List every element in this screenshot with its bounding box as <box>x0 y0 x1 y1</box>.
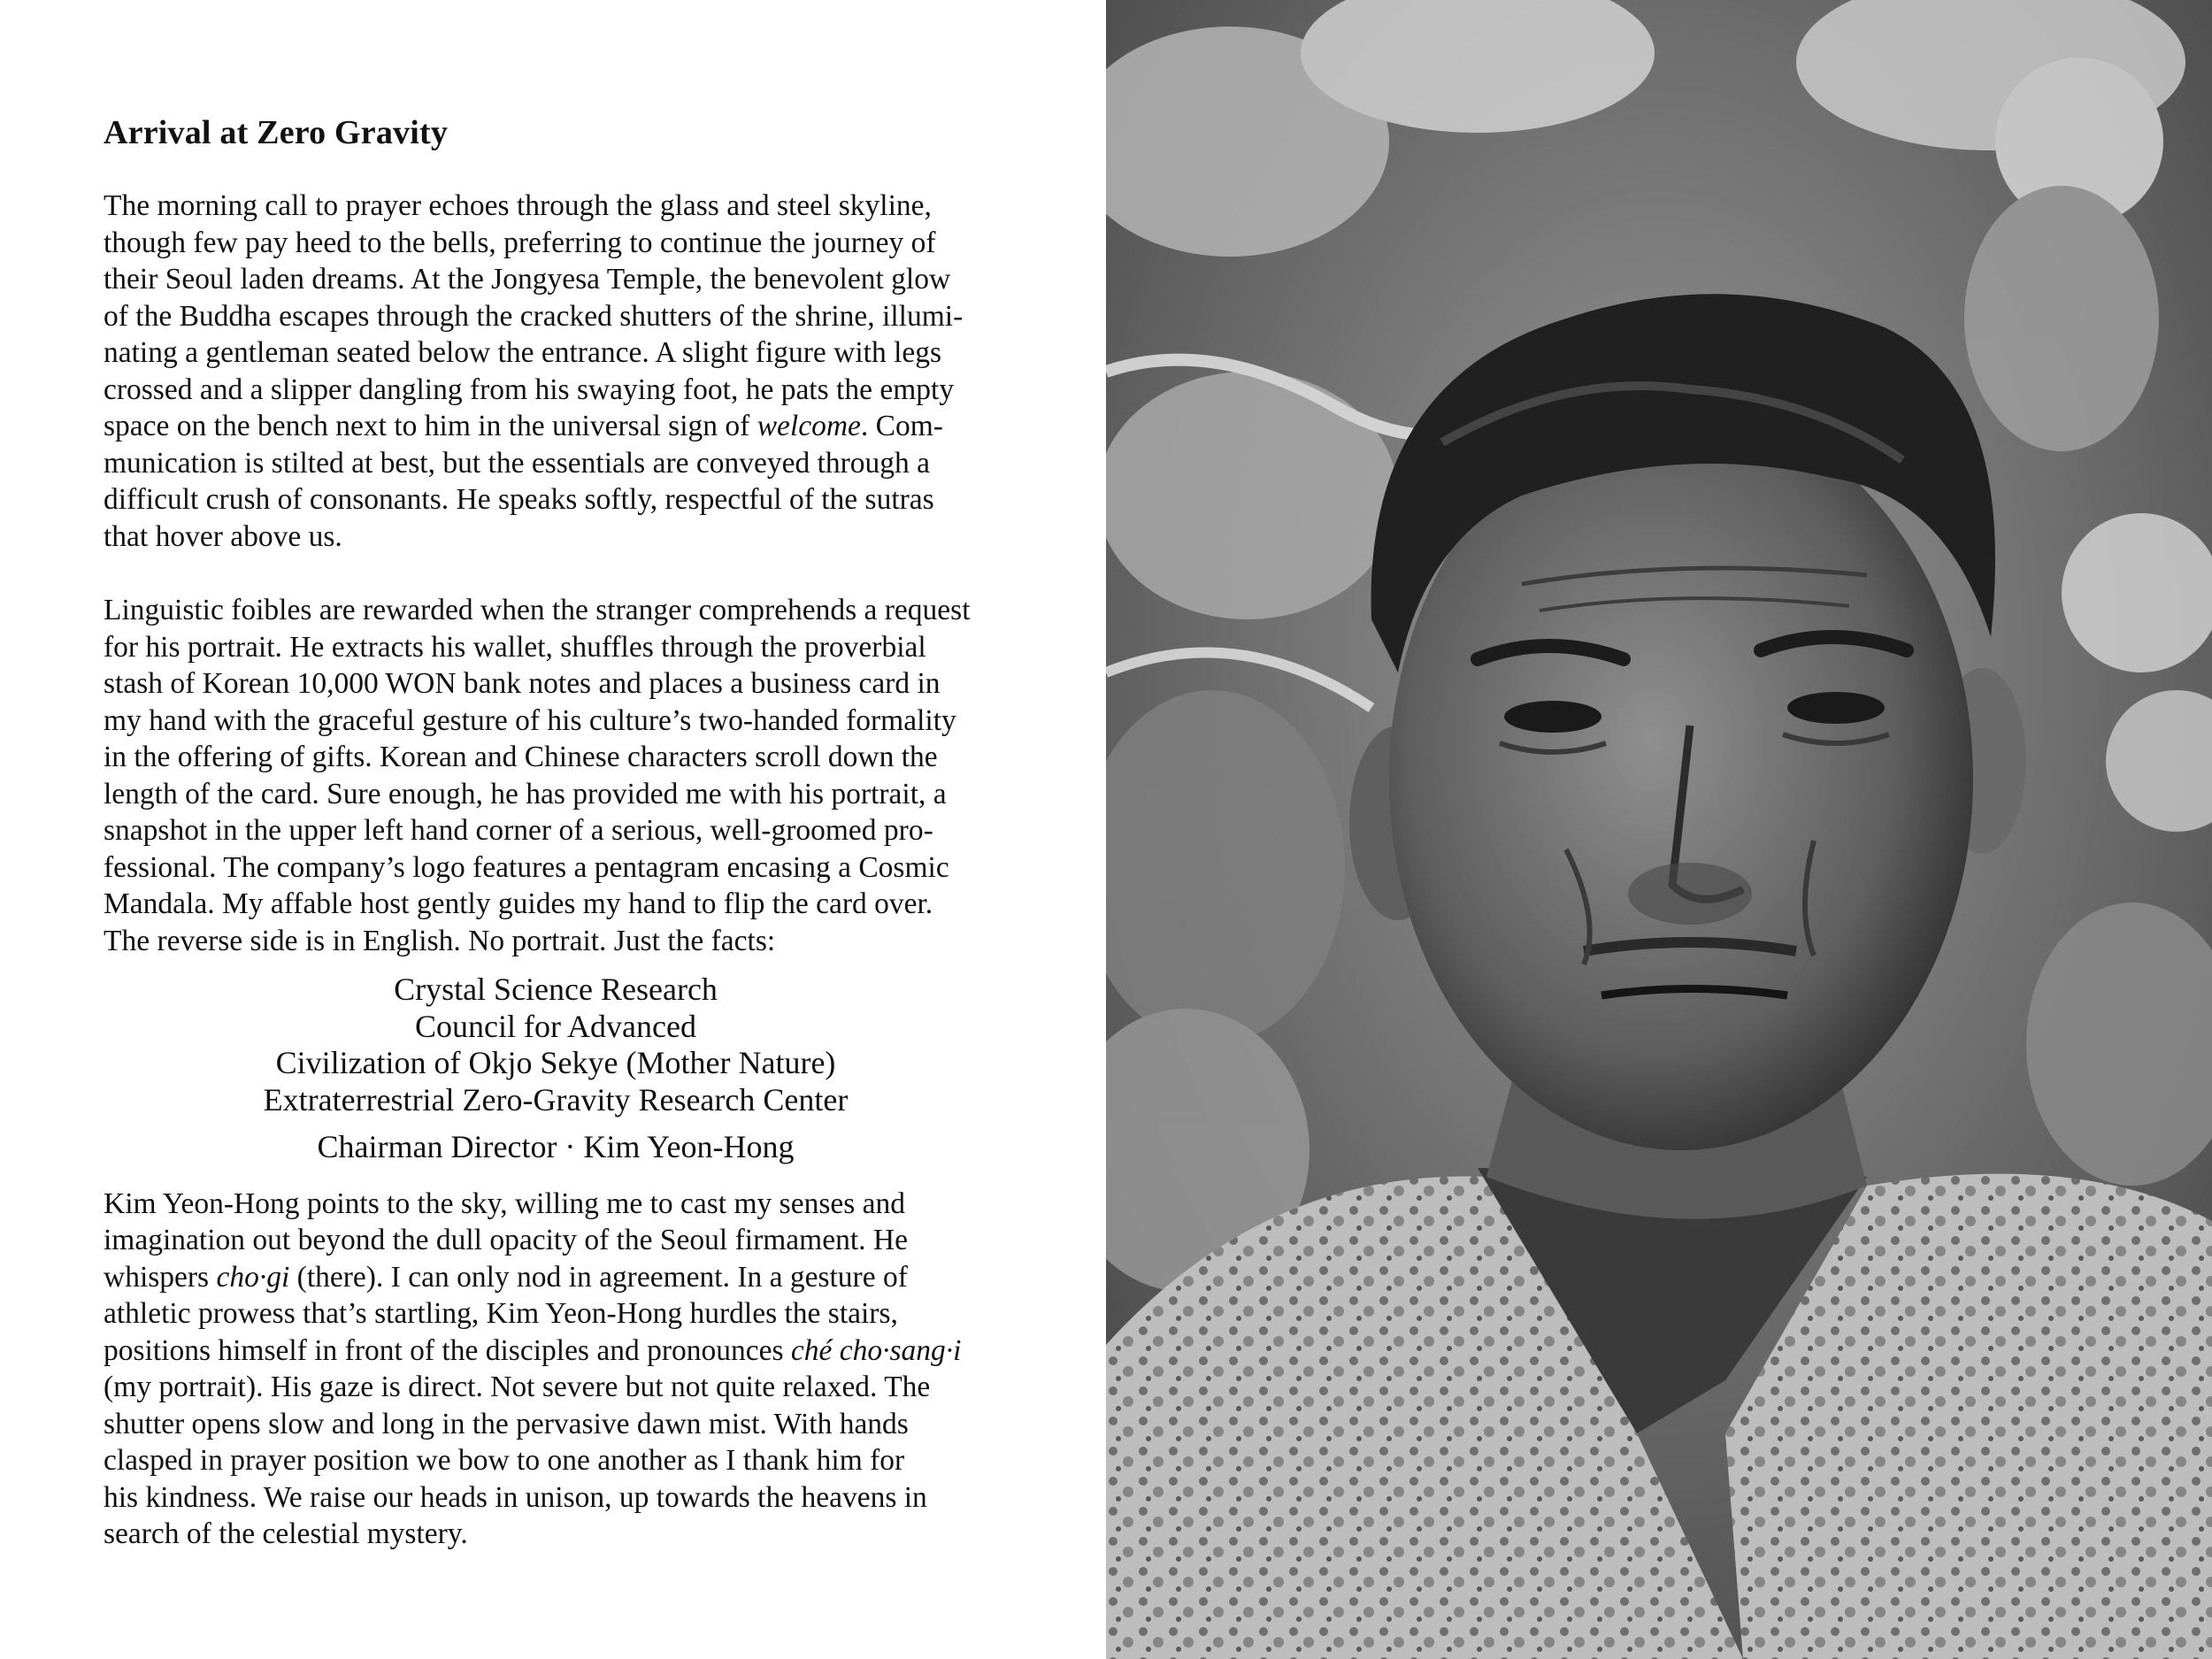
text-line: athletic prowess that’s startling, Kim Yeon-Hong hurdles the stairs, <box>104 1297 898 1330</box>
text-line: difficult crush of consonants. He speaks softly, respectful of the sutras <box>104 483 934 516</box>
paragraph-1 <box>104 188 1008 555</box>
text-line: The morning call to prayer echoes through the glass and steel skyline, <box>104 189 932 222</box>
portrait-photo-icon <box>1106 0 2212 1659</box>
text-line <box>104 1333 1008 1370</box>
italic-word: cho·gi <box>216 1260 290 1294</box>
card-line: Council for Advanced <box>415 1008 696 1044</box>
text-line: stash of Korean 10,000 WON bank notes and places a business card in <box>104 667 941 700</box>
text-line: shutter opens slow and long in the pervasive dawn mist. With hands <box>104 1407 909 1440</box>
text-line: crossed and a slipper dangling from his swaying foot, he pats the empty <box>104 373 955 406</box>
text-line: (my portrait). His gaze is direct. Not severe but not quite relaxed. The <box>104 1371 931 1403</box>
text-line: for his portrait. He extracts his wallet, shuffles through the proverbial <box>104 630 926 664</box>
text-line: Kim Yeon-Hong points to the sky, willing me to cast my senses and <box>104 1187 906 1220</box>
portrait-photo <box>1106 0 2212 1659</box>
paragraph-3 <box>104 1186 1008 1553</box>
italic-word: welcome <box>757 410 861 442</box>
text-line: fessional. The company’s logo features a pentagram encasing a Cosmic <box>104 850 949 884</box>
paragraph-2 <box>104 592 1008 959</box>
card-line: Civilization of Okjo Sekye (Mother Nature) <box>275 1045 836 1080</box>
text-line: clasped in prayer position we bow to one another as I thank him for <box>104 1444 905 1477</box>
text-line: their Seoul laden dreams. At the Jongyesa Temple, the benevolent glow <box>104 263 951 296</box>
text-line: length of the card. Sure enough, he has provided me with his portrait, a <box>104 777 947 810</box>
text-fragment: space on the bench next to him in the universal sign of <box>104 410 757 442</box>
text-line: though few pay heed to the bells, preferring to continue the journey of <box>104 226 936 259</box>
text-line: The reverse side is in English. No portrait. Just the facts: <box>104 924 776 957</box>
text-line <box>104 1259 1008 1296</box>
text-line: nating a gentleman seated below the entrance. A slight figure with legs <box>104 336 942 369</box>
business-card-text <box>104 972 1008 1166</box>
text-line: in the offering of gifts. Korean and Chinese characters scroll down the <box>104 741 938 773</box>
text-line: munication is stilted at best, but the essentials are conveyed through a <box>104 446 931 480</box>
text-fragment: positions himself in front of the disciples and pronounces <box>104 1333 791 1367</box>
text-fragment: . Com- <box>860 410 943 442</box>
text-fragment: (there). I can only nod in agreement. In a gesture of <box>289 1260 908 1294</box>
text-line: imagination out beyond the dull opacity of the Seoul firmament. He <box>104 1224 908 1256</box>
card-line: Extraterrestrial Zero-Gravity Research Center <box>263 1081 849 1118</box>
article-column <box>104 111 1008 1553</box>
text-line: Mandala. My affable host gently guides my hand to flip the card over. <box>104 887 933 920</box>
text-line: search of the celestial mystery. <box>104 1517 468 1550</box>
text-line: my hand with the graceful gesture of his culture’s two-handed formality <box>104 703 956 737</box>
card-signature: Chairman Director · Kim Yeon-Hong <box>317 1129 795 1164</box>
text-fragment: whispers <box>104 1260 217 1294</box>
text-line: that hover above us. <box>104 519 342 553</box>
text-line <box>104 408 1008 445</box>
italic-word: ché cho·sang·i <box>790 1333 962 1367</box>
text-line: snapshot in the upper left hand corner of a serious, well-groomed pro- <box>104 814 933 847</box>
text-line: his kindness. We raise our heads in unison, up towards the heavens in <box>104 1480 927 1514</box>
text-line: Linguistic foibles are rewarded when the stranger comprehends a request <box>104 594 971 626</box>
text-line: of the Buddha escapes through the cracked shutters of the shrine, illumi- <box>104 299 964 333</box>
card-line: Crystal Science Research <box>394 972 718 1007</box>
article-title: Arrival at Zero Gravity <box>104 114 449 151</box>
